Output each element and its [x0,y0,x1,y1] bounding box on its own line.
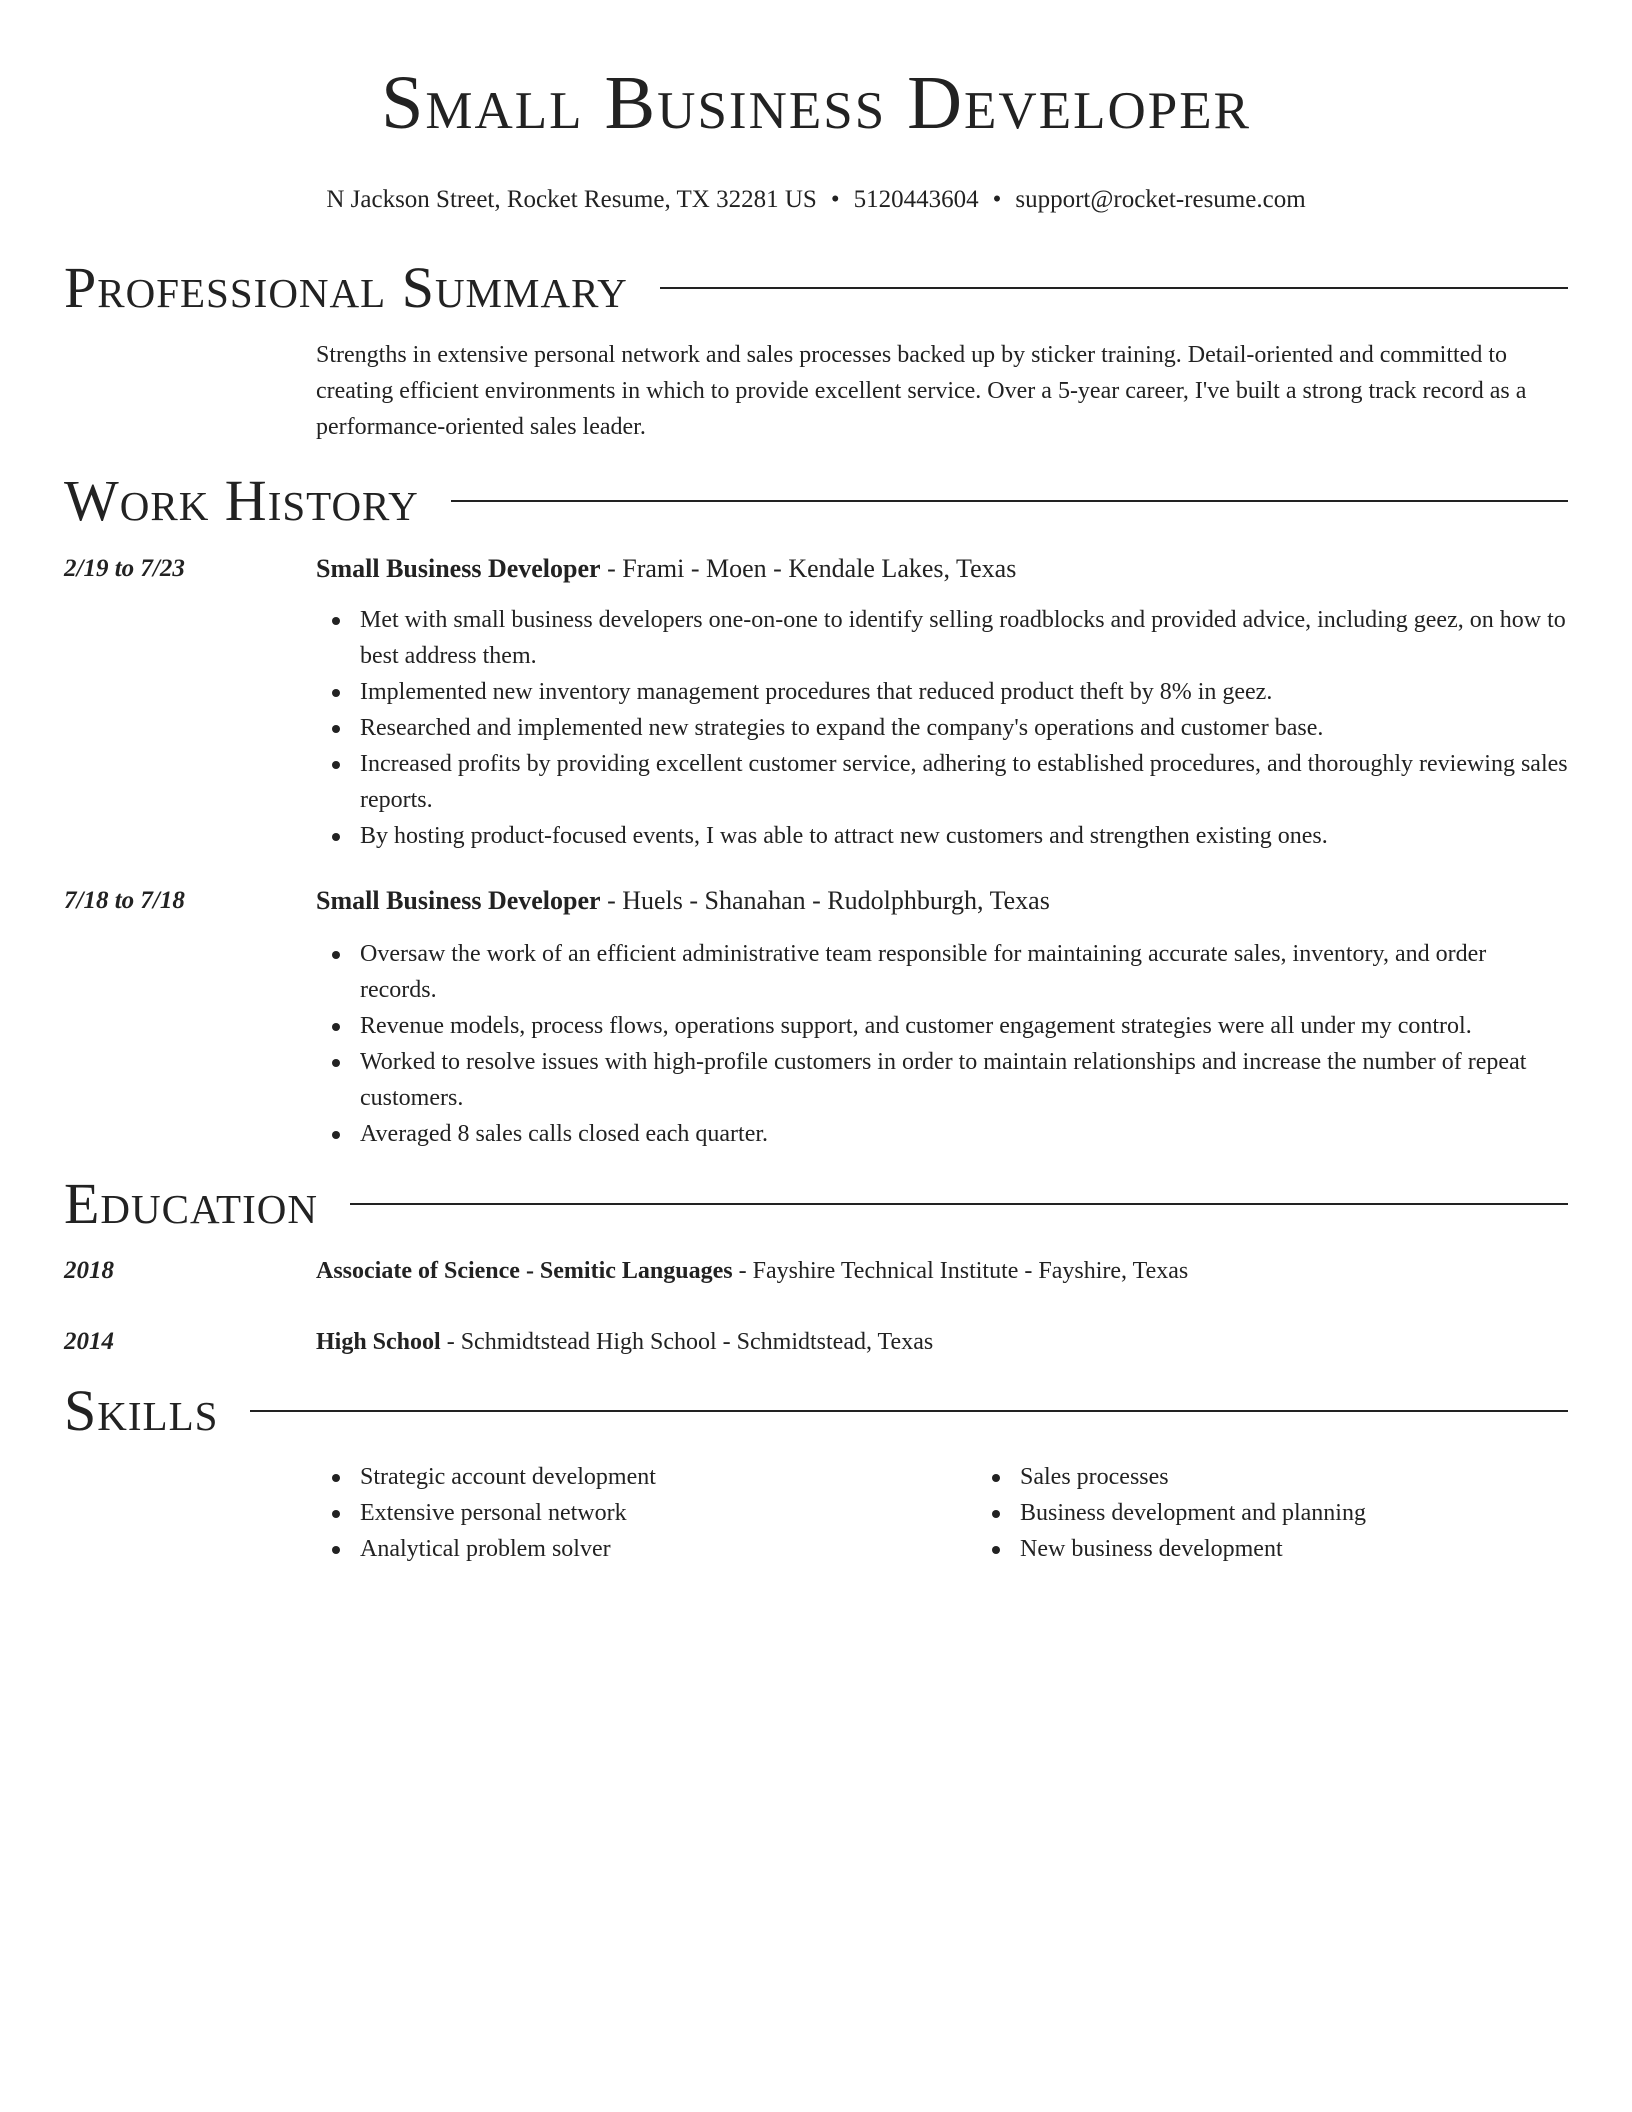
education-details: - Fayshire Technical Institute - Fayshire, Texas [732,1258,1189,1284]
list-item: By hosting product-focused events, I was able to attract new customers and strengthen existing ones. [360,818,1568,854]
skills-row [64,1459,1568,1567]
list-item: Implemented new inventory management procedures that reduced product theft by 8% in geez. [360,674,1568,710]
skill-item: Business development and planning [1020,1495,1632,1531]
section-divider [350,1203,1568,1205]
candidate-name: Small Business Developer [381,61,1251,145]
job-title-line [316,552,1568,586]
summary-row [64,337,1568,445]
summary-text: Strengths in extensive personal network and sales processes backed up by sticker training. Detail-oriented and committed to creating efficient environments in which to provide excellent service. Over a 5-year career, I've built a strong track record as a performance-oriented sales leader. [316,342,1527,440]
job-details: - Huels - Shanahan - Rudolphburgh, Texas [600,886,1050,915]
education-degree: Associate of Science - Semitic Languages [316,1258,733,1284]
section-title-work: Work History [64,468,419,533]
education-year: 2018 [64,1257,114,1284]
section-divider [451,500,1568,502]
job-entry [64,552,1568,854]
education-entry [64,1325,1568,1359]
skills-list-left [316,1459,976,1567]
section-title-education: Education [64,1171,318,1236]
job-title: Small Business Developer [316,554,601,583]
job-bullets [316,602,1568,854]
section-header-work [64,469,1568,533]
skills-columns [316,1459,1632,1567]
list-item: Worked to resolve issues with high-profile customers in order to maintain relationships and increase the number of repeat customers. [360,1044,1568,1116]
contact-email: support@rocket-resume.com [1015,186,1306,213]
job-title: Small Business Developer [316,886,601,915]
education-entry [64,1254,1568,1288]
skill-item: New business development [1020,1531,1632,1567]
skill-item: Analytical problem solver [360,1531,976,1567]
list-item: Met with small business developers one-on-one to identify selling roadblocks and provided advice, including geez, on how to best address them. [360,602,1568,674]
list-item: Revenue models, process flows, operations support, and customer engagement strategies were all under my control. [360,1008,1568,1044]
education-line [316,1325,1568,1359]
job-details: - Frami - Moen - Kendale Lakes, Texas [600,554,1017,583]
contact-separator: • [830,186,840,213]
job-bullets [316,936,1568,1152]
skill-item: Extensive personal network [360,1495,976,1531]
skill-item: Sales processes [1020,1459,1632,1495]
job-title-line [316,884,1568,918]
contact-phone: 5120443604 [853,186,979,213]
section-header-skills [64,1379,1568,1443]
job-entry [64,884,1568,1152]
education-details: - Schmidtstead High School - Schmidtstead, Texas [440,1329,934,1355]
education-degree: High School [316,1329,441,1355]
job-dates: 2/19 to 7/23 [64,555,185,582]
section-title-summary: Professional Summary [64,255,628,320]
job-dates: 7/18 to 7/18 [64,887,185,914]
list-item: Oversaw the work of an efficient administrative team responsible for maintaining accurate sales, inventory, and order records. [360,936,1568,1008]
section-title-skills: Skills [64,1378,219,1443]
list-item: Researched and implemented new strategies to expand the company's operations and customer base. [360,710,1568,746]
list-item: Averaged 8 sales calls closed each quarter. [360,1116,1568,1152]
skills-list-right [976,1459,1632,1567]
education-year: 2014 [64,1328,114,1355]
contact-line [64,184,1568,216]
section-header-summary [64,256,1568,320]
skill-item: Strategic account development [360,1459,976,1495]
contact-separator: • [992,186,1002,213]
section-header-education [64,1172,1568,1236]
education-line [316,1254,1568,1288]
contact-address: N Jackson Street, Rocket Resume, TX 32281 US [326,186,817,213]
section-divider [250,1410,1568,1412]
skills-spacer [64,1459,316,1567]
section-divider [660,287,1568,289]
list-item: Increased profits by providing excellent customer service, adhering to established procedures, and thoroughly reviewing sales reports. [360,746,1568,818]
summary-spacer [64,337,316,445]
